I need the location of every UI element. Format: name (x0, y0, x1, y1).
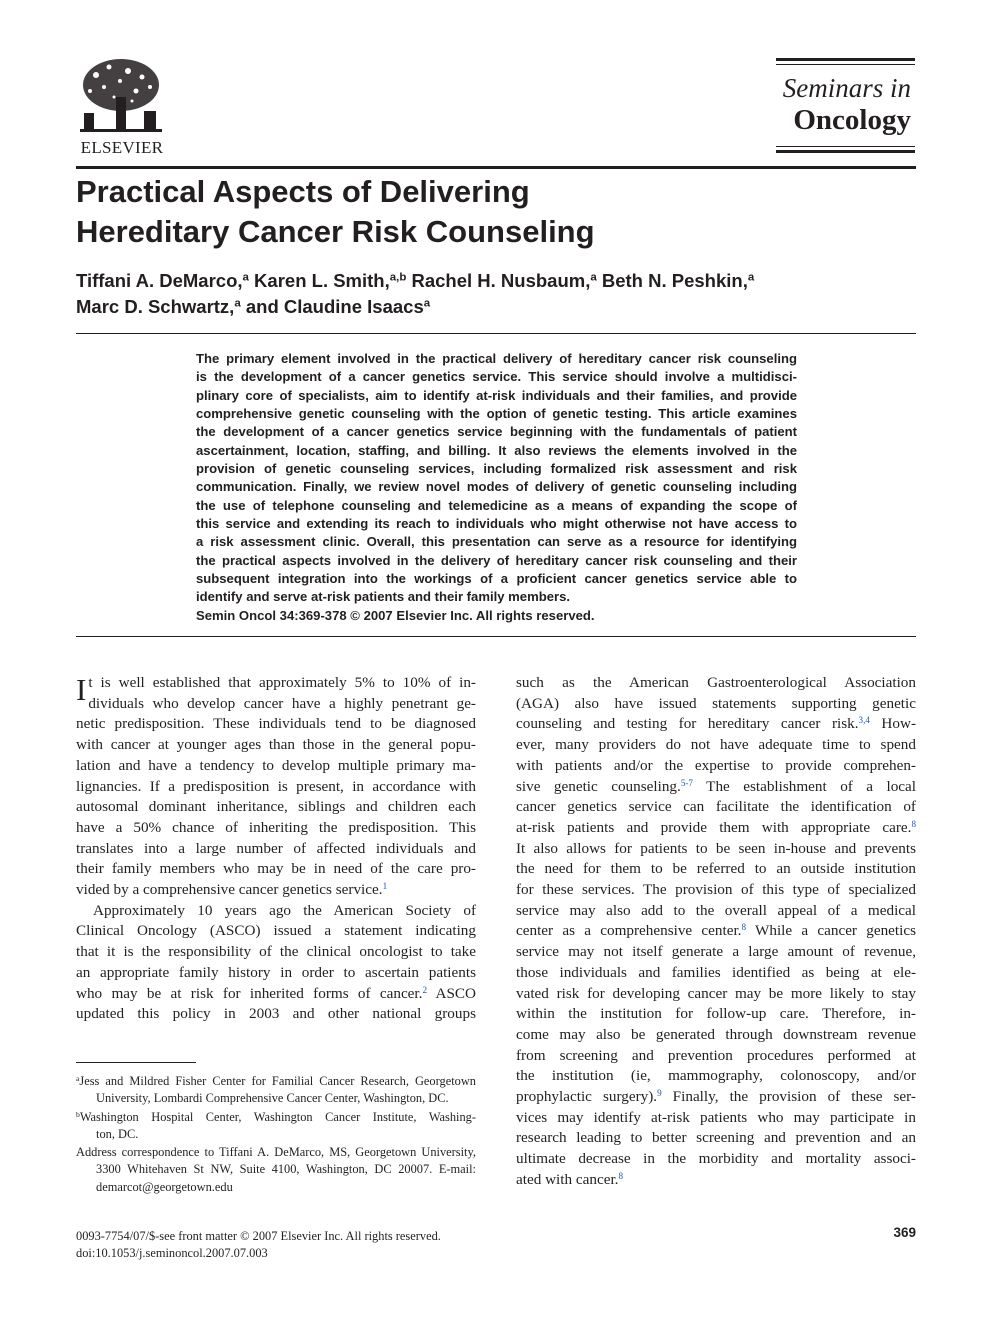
text-line (76, 921, 476, 942)
title-line: Hereditary Cancer Risk Counseling (76, 214, 595, 249)
text-line (76, 735, 476, 756)
text-line (76, 797, 476, 818)
article-title (76, 172, 836, 252)
text-line (76, 777, 476, 798)
text-line (76, 714, 476, 735)
text-line (516, 984, 916, 1005)
abstract-line: the use of telephone counseling and telemedicine as a means of expanding the scope of (196, 497, 797, 513)
text-run: from screening and prevention procedures performed at (516, 1046, 916, 1064)
text-run: autosomal dominant inheritance, siblings and children each (76, 798, 476, 816)
page-footer (76, 1228, 441, 1262)
text-line (76, 839, 476, 860)
text-run: center as a comprehensive center. (516, 922, 742, 940)
author-name: and Claudine Isaacs (240, 296, 424, 317)
body-column-right (516, 673, 916, 1191)
text-run: netic predisposition. These individuals tend to be diagnosed (76, 715, 476, 733)
footnote-line (76, 1179, 476, 1196)
journal-name-line1: Seminars in (782, 73, 911, 103)
text-line (516, 839, 916, 860)
reference-citation[interactable]: 9 (657, 1088, 662, 1099)
text-run: vated risk for developing cancer may be more likely to stay (516, 984, 916, 1002)
text-run: ASCO (427, 984, 476, 1002)
text-run: such as the American Gastroenterological Association (516, 674, 916, 691)
author-line-2 (76, 294, 916, 320)
text-line (516, 1149, 916, 1170)
text-run: sive genetic counseling. (516, 777, 681, 795)
reference-citation[interactable]: 1 (382, 881, 388, 892)
text-run: lation and have a tendency to develop multiple primary ma- (76, 756, 476, 774)
abstract-line: the practical aspects involved in the delivery of hereditary cancer risk counseling and their (196, 552, 797, 568)
text-run: While a cancer genetics (746, 922, 916, 940)
journal-name-line2: Oncology (793, 104, 911, 136)
text-run: research leading to better screening and prevention and an (516, 1129, 916, 1147)
text-line (76, 818, 476, 839)
footnote-text: Jess and Mildred Fisher Center for Familial Cancer Research, Georgetown (79, 1074, 476, 1088)
affiliation-mark: a (423, 297, 431, 310)
text-run: come may also be generated through downstream revenue (516, 1025, 916, 1043)
author-list (76, 268, 916, 320)
page-number: 369 (893, 1225, 916, 1240)
text-run: counseling and testing for hereditary cancer risk. (516, 715, 859, 733)
text-line (516, 714, 916, 735)
abstract-line: ascertainment, location, staffing, and billing. It also reviews the elements involved in the (196, 442, 797, 458)
text-line (516, 1108, 916, 1129)
text-line (516, 673, 916, 694)
text-run: Clinical Oncology (ASCO) issued a statement indicating (76, 922, 476, 940)
front-matter-notice: 0093-7754/07/$-see front matter © 2007 Elsevier Inc. All rights reserved. (76, 1229, 441, 1243)
text-line (516, 942, 916, 963)
author-line-1 (76, 268, 916, 294)
text-line (516, 859, 916, 880)
text-line (516, 797, 916, 818)
abstract-line: comprehensive genetic counseling with the option of genetic testing. This article examines (196, 406, 797, 422)
abstract-line: this service and extending its reach to individuals who might otherwise not have access to (196, 516, 797, 532)
reference-citation[interactable]: 8 (741, 922, 747, 933)
text-line (516, 777, 916, 798)
text-line (76, 694, 476, 715)
text-run: ultimate decrease in the morbidity and mortality associ- (516, 1150, 916, 1168)
text-line (516, 1170, 916, 1191)
masthead-rule (776, 146, 915, 147)
footnote-rule (76, 1062, 196, 1063)
text-run: service may also add to the overall appeal of a medical (516, 901, 916, 919)
footnote-text: Washington Hospital Center, Washington Cancer Institute, Washing- (79, 1109, 476, 1124)
publisher-name: ELSEVIER (80, 138, 164, 157)
text-run: The establishment of a local (692, 777, 916, 795)
footnote-text: Address correspondence to Tiffani A. DeMarco, MS, Georgetown University, (76, 1145, 476, 1160)
footnote-line (76, 1144, 476, 1161)
text-run: updated this policy in 2003 and other national groups (76, 1005, 476, 1023)
body-column-left (76, 673, 476, 1025)
footnote-line (76, 1090, 476, 1107)
affiliation-mark: a (242, 271, 249, 284)
abstract-line: plinary core of specialists, aim to identify at-risk individuals and their families, and provide (196, 387, 797, 403)
author-name: Tiffani A. DeMarco, (76, 270, 243, 291)
text-run: with patients and/or the expertise to provide comprehen- (516, 756, 916, 774)
author-name: Marc D. Schwartz, (76, 296, 235, 317)
text-run: dividuals who develop cancer have a highly penetrant ge- (88, 694, 476, 712)
abstract (196, 350, 797, 625)
text-line (516, 1025, 916, 1046)
footnote-line (76, 1109, 476, 1126)
text-line (516, 901, 916, 922)
text-line (516, 694, 916, 715)
text-line (76, 963, 476, 984)
text-line (516, 1087, 916, 1108)
text-run: the institution (ie, mammography, colonoscopy, and/or (516, 1067, 916, 1085)
text-run: vided by a comprehensive cancer genetics service. (76, 881, 383, 899)
text-run: those individuals and families identified as being at ele- (516, 963, 916, 981)
footnote-line (76, 1161, 476, 1178)
affiliation-mark: a,b (389, 271, 407, 284)
text-run: (AGA) also have issued statements supporting genetic (516, 694, 916, 712)
text-line (76, 859, 476, 880)
text-run: their family members who may be in need of the care pro- (76, 860, 476, 878)
text-run: who may be at risk for inherited forms of cancer. (76, 984, 423, 1002)
footnote-mark: b (76, 1109, 80, 1119)
text-line (516, 1128, 916, 1149)
text-line (76, 984, 476, 1005)
abstract-line: communication. Finally, we review novel modes of delivery of genetic counseling including (196, 479, 797, 495)
text-line (76, 942, 476, 963)
footnote-text: demarcot@georgetown.edu (96, 1179, 233, 1194)
text-run: prophylactic surgery). (516, 1088, 658, 1106)
abstract-line: provision of genetic counseling services, including formalized risk assessment and risk (196, 461, 797, 477)
header-rule (76, 166, 916, 169)
reference-citation[interactable]: 5-7 (680, 777, 693, 788)
affiliation-footnotes (76, 1073, 476, 1197)
masthead-rule (776, 150, 915, 153)
text-run: have a 50% chance of inheriting the predisposition. This (76, 818, 476, 836)
text-line (516, 818, 916, 839)
text-run: Approximately 10 years ago the American Society of (93, 901, 476, 919)
reference-citation[interactable]: 3,4 (858, 715, 870, 726)
text-run: for these services. The provision of this type of specialized (516, 881, 916, 899)
footnote-text: 3300 Whitehaven St NW, Suite 4100, Washington, DC 20007. E-mail: (96, 1162, 476, 1177)
abstract-line: The primary element involved in the practical delivery of hereditary cancer risk counseling (196, 351, 797, 366)
text-line (516, 1046, 916, 1067)
text-line (76, 756, 476, 777)
drop-cap: I (76, 672, 87, 707)
text-line (516, 756, 916, 777)
text-run: with cancer at younger ages than those in the general popu- (76, 736, 476, 754)
footnote-line (76, 1126, 476, 1143)
text-run: ated with cancer. (516, 1170, 619, 1188)
masthead-rule (776, 58, 915, 61)
author-name: Karen L. Smith, (248, 270, 390, 291)
abstract-line: is the development of a cancer genetics service. This service should involve a multidisci- (196, 369, 797, 385)
text-line (516, 921, 916, 942)
author-name: Beth N. Peshkin, (596, 270, 748, 291)
footnote (76, 1109, 476, 1144)
reference-citation[interactable]: 8 (618, 1170, 624, 1181)
affiliation-mark: a (590, 271, 597, 284)
footnote-line (76, 1073, 476, 1090)
text-line (516, 735, 916, 756)
text-run: service may not itself generate a large amount of revenue, (516, 943, 916, 961)
text-run: How- (869, 715, 917, 733)
abstract-line: identify and serve at-risk patients and their family members. (196, 589, 571, 605)
text-run: t is well established that approximately 5% to 10% of in- (88, 674, 476, 691)
text-run: at-risk patients and provide them with appropriate care. (516, 818, 912, 836)
abstract-citation: Semin Oncol 34:369-378 © 2007 Elsevier Inc. All rights reserved. (196, 607, 595, 623)
affiliation-mark: a (234, 297, 241, 310)
text-run: translates into a large number of affected individuals and (76, 839, 476, 857)
text-line (76, 901, 476, 922)
journal-masthead (776, 58, 915, 154)
author-name: Rachel H. Nusbaum, (406, 270, 591, 291)
masthead-rule (776, 64, 915, 65)
text-line (76, 673, 476, 694)
text-run: lignancies. If a predisposition is present, in accordance with (76, 777, 476, 795)
abstract-line: the development of a cancer genetics service beginning with the fundamentals of patient (196, 424, 797, 440)
abstract-top-rule (76, 333, 916, 334)
reference-citation[interactable]: 8 (911, 818, 916, 829)
text-run: within the institution for follow-up care. Therefore, in- (516, 1005, 916, 1023)
reference-citation[interactable]: 2 (422, 984, 428, 995)
text-run: that it is the responsibility of the clinical oncologist to take (76, 943, 476, 961)
footnote-text: University, Lombardi Comprehensive Cancer Center, Washington, DC. (96, 1091, 449, 1106)
footnote-mark: a (76, 1073, 80, 1083)
abstract-line: a risk assessment clinic. Overall, this presentation can serve as a resource for identifying (196, 534, 797, 550)
text-line (516, 1066, 916, 1087)
doi: doi:10.1053/j.seminoncol.2007.07.003 (76, 1246, 268, 1260)
text-run: ever, many providers do not have adequate time to spend (516, 736, 916, 754)
text-line (516, 880, 916, 901)
text-line (516, 1004, 916, 1025)
text-line (516, 963, 916, 984)
text-run: Finally, the provision of these ser- (661, 1088, 916, 1106)
footnote (76, 1144, 476, 1196)
text-run: vices may identify at-risk patients who may participate in (516, 1108, 916, 1126)
footnote (76, 1073, 476, 1108)
text-run: It also allows for patients to be seen in-house and prevents (516, 839, 916, 857)
text-run: cancer genetics service can facilitate the identification of (516, 798, 916, 816)
affiliation-mark: a (747, 271, 755, 284)
abstract-bottom-rule (76, 636, 916, 637)
abstract-line: subsequent integration into the workings of a proficient cancer genetics service able to (196, 571, 797, 587)
text-line (76, 880, 476, 901)
title-line: Practical Aspects of Delivering (76, 174, 530, 209)
text-run: the need for them to be referred to an outside institution (516, 860, 916, 878)
text-line (76, 1004, 476, 1025)
footnote-text: ton, DC. (96, 1126, 139, 1141)
text-run: an appropriate family history in order to ascertain patients (76, 963, 476, 981)
